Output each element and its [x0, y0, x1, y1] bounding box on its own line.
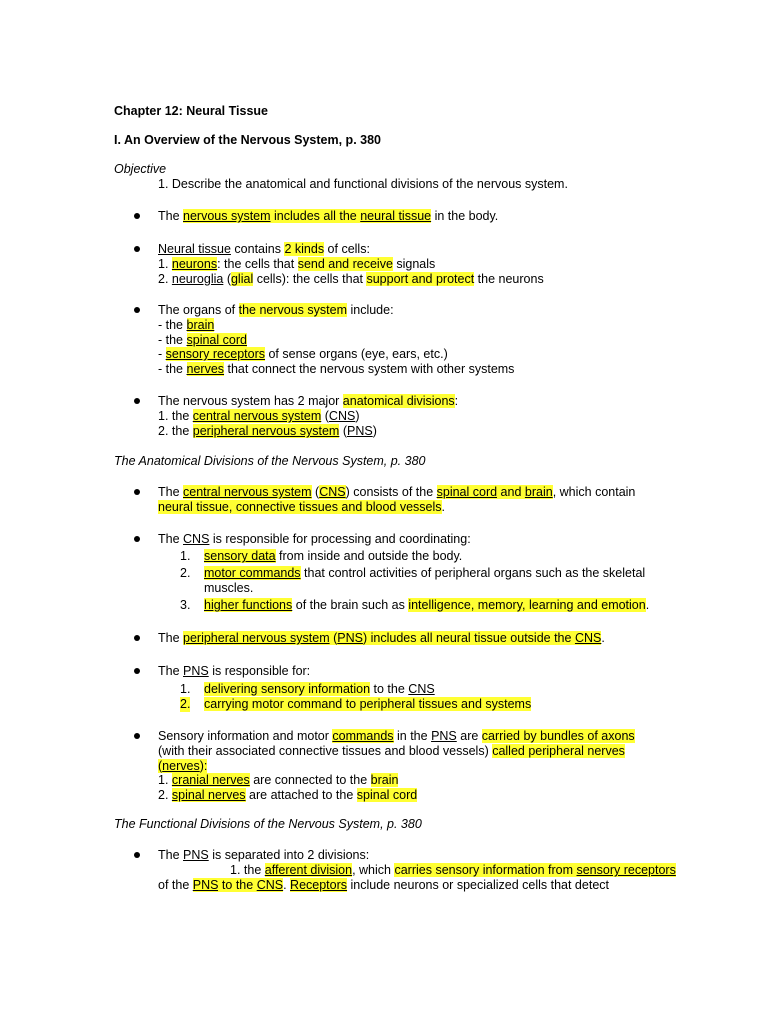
bullet-icon [134, 635, 140, 641]
list-number: 2. [180, 697, 191, 711]
highlight: nerves [162, 759, 200, 773]
bullet-text [158, 664, 310, 679]
bullet-icon [134, 852, 140, 858]
bullet-text [158, 759, 207, 774]
highlight: and [497, 485, 525, 499]
text-run: . [283, 878, 291, 892]
underlined-term: PNS [347, 424, 373, 438]
highlight: afferent division [264, 863, 353, 877]
highlight: spinal cord [356, 788, 418, 802]
highlight: CNS [574, 631, 602, 645]
bullet-text [158, 424, 377, 439]
text-run: The nervous system has 2 major [158, 394, 343, 408]
highlight: nervous system [183, 209, 271, 223]
list-item [204, 682, 435, 697]
underlined-term: neuroglia [171, 272, 224, 286]
text-run: The [158, 485, 184, 499]
bullet-text [158, 333, 247, 348]
highlight: delivering sensory information [204, 682, 371, 696]
text-run: are connected to the [249, 773, 371, 787]
text-run: in the body. [431, 209, 499, 223]
text-run: to the [370, 682, 409, 696]
objective-text: 1. Describe the anatomical and functional divisions of the nervous system. [158, 177, 568, 191]
bullet-text [158, 485, 635, 500]
text-run: is responsible for: [208, 664, 311, 678]
highlight: PNS [192, 878, 219, 892]
highlight: called peripheral nerves [492, 744, 625, 758]
highlight: includes all the [274, 209, 357, 223]
bullet-text [158, 729, 635, 744]
text-run: 2. [158, 788, 172, 802]
text-run: - the [158, 333, 187, 347]
bullet-text [158, 409, 360, 424]
text-run: - the [158, 318, 187, 332]
text-run: (with their associated connective tissues and blood vessels) [158, 744, 493, 758]
text-run: the neurons [474, 272, 544, 286]
text-run: 1. the [230, 863, 265, 877]
text-run: 2. the [158, 424, 193, 438]
text-run: Sensory information and motor [158, 729, 333, 743]
text-run: consists of the [349, 485, 437, 499]
text-run: The organs of [158, 303, 239, 317]
text-run: The [158, 848, 184, 862]
text-run: include: [347, 303, 394, 317]
subheading: The Functional Divisions of the Nervous System, p. 380 [114, 817, 422, 831]
highlight: central nervous system [183, 485, 312, 499]
underlined-term: CNS [183, 532, 210, 546]
highlight: carrying motor command to peripheral tissues and systems [204, 697, 532, 711]
highlight: peripheral nervous system [183, 631, 330, 645]
underlined-term: CNS [328, 409, 356, 423]
text-run: 1. the [158, 409, 193, 423]
chapter-title: Chapter 12: Neural Tissue [114, 104, 268, 118]
list-number: 3. [180, 598, 191, 612]
list-number: 1. [180, 682, 191, 696]
list-item [204, 566, 645, 581]
highlight: ): [199, 759, 208, 773]
list-item [204, 697, 531, 712]
text-run: are [456, 729, 482, 743]
underlined-term: PNS [183, 848, 209, 862]
bullet-icon [134, 307, 140, 313]
highlight: peripheral nervous system [192, 424, 340, 438]
highlight: PNS [337, 631, 363, 645]
highlight: CNS [256, 878, 284, 892]
text-run: . [645, 598, 650, 612]
objective-label: Objective [114, 162, 167, 176]
text-run: , which [352, 863, 395, 877]
underlined-term: Neural tissue [158, 242, 231, 256]
list-item: muscles. [204, 581, 254, 595]
section-heading: I. An Overview of the Nervous System, p. 380 [114, 133, 381, 147]
bullet-icon [134, 398, 140, 404]
highlight: nerves [186, 362, 225, 376]
highlight: the nervous system [238, 303, 347, 317]
bullet-text [230, 863, 676, 878]
text-run: include neurons or specialized cells that detect [347, 878, 609, 892]
bullet-icon [134, 489, 140, 495]
text-run: : [454, 394, 459, 408]
underlined-term: PNS [183, 664, 209, 678]
list-number: 1. [180, 549, 191, 563]
text-run: The [158, 532, 184, 546]
highlight: spinal nerves [171, 788, 246, 802]
text-run: contains [230, 242, 285, 256]
bullet-text [158, 532, 471, 547]
highlight: ) [362, 631, 368, 645]
bullet-text [158, 788, 417, 803]
highlight: neural tissue [360, 209, 432, 223]
highlight: 2 kinds [284, 242, 325, 256]
highlight: spinal cord [436, 485, 498, 499]
text-run: is separated into 2 divisions: [208, 848, 370, 862]
text-run: - the [158, 362, 187, 376]
highlight: higher functions [204, 598, 293, 612]
text-run: 1. [158, 257, 172, 271]
bullet-text [158, 848, 369, 863]
bullet-text [158, 744, 625, 759]
highlight: ( [158, 759, 163, 773]
text-run: The [158, 631, 184, 645]
text-run: ( [321, 409, 329, 423]
text-run: 2. [158, 272, 172, 286]
highlight: intelligence, memory, learning and emotion [408, 598, 646, 612]
bullet-text [158, 631, 605, 646]
text-run: of cells: [324, 242, 370, 256]
text-run: of the [158, 878, 193, 892]
bullet-text [158, 347, 448, 362]
highlight: anatomical divisions [342, 394, 455, 408]
highlight: carries sensory information from [394, 863, 573, 877]
text-run: are attached to the [245, 788, 357, 802]
bullet-text [158, 878, 609, 893]
list-item [204, 598, 649, 613]
bullet-text [158, 773, 398, 788]
bullet-icon [134, 668, 140, 674]
text-run: cells): the cells that [253, 272, 367, 286]
text-run: . [601, 631, 605, 645]
text-run: The [158, 664, 184, 678]
bullet-text [158, 257, 435, 272]
text-run: : the cells that [217, 257, 298, 271]
highlight: sensory data [204, 549, 276, 563]
bullet-icon [134, 536, 140, 542]
bullet-text [158, 500, 445, 515]
text-run: ( [339, 424, 347, 438]
highlight: spinal cord [186, 333, 247, 347]
bullet-icon [134, 246, 140, 252]
bullet-text [158, 362, 514, 377]
underlined-term: PNS [431, 729, 457, 743]
highlight: carried by bundles of axons [481, 729, 635, 743]
text-run: signals [392, 257, 436, 271]
text-run: . [441, 500, 445, 514]
highlight: brain [186, 318, 215, 332]
bullet-text [158, 242, 370, 257]
text-run: of sense organs (eye, ears, etc.) [265, 347, 448, 361]
text-run: ) [372, 424, 377, 438]
text-run: ( [223, 272, 231, 286]
text-run: in the [393, 729, 432, 743]
highlight: central nervous system [192, 409, 322, 423]
text-run: , which contain [552, 485, 636, 499]
text-run: ) [345, 485, 350, 499]
bullet-icon [134, 213, 140, 219]
highlight: glial [230, 272, 254, 286]
highlight: support and protect [366, 272, 475, 286]
bullet-text [158, 209, 498, 224]
bullet-text [158, 318, 214, 333]
text-run: 1. [158, 773, 172, 787]
subheading: The Anatomical Divisions of the Nervous System, p. 380 [114, 454, 426, 468]
highlight: brain [370, 773, 399, 787]
underlined-term: CNS [408, 682, 435, 696]
text-run: is responsible for processing and coordinating: [209, 532, 471, 546]
highlight: commands [332, 729, 394, 743]
highlight: motor commands [204, 566, 301, 580]
highlight: sensory receptors [576, 863, 676, 877]
text-run: of the brain such as [292, 598, 409, 612]
bullet-text [158, 272, 544, 287]
highlight: brain [524, 485, 553, 499]
highlight: ( [329, 631, 338, 645]
text-run: that control activities of peripheral organs such as the skeletal [300, 566, 646, 580]
highlight: neurons [171, 257, 218, 271]
text-run: that connect the nervous system with other systems [224, 362, 515, 376]
highlight: includes all neural tissue outside the [370, 631, 572, 645]
highlight: send and receive [297, 257, 393, 271]
text-run: The [158, 209, 184, 223]
bullet-text [158, 394, 458, 409]
highlight: Receptors [290, 878, 348, 892]
highlight: CNS [319, 485, 346, 499]
highlight: cranial nerves [171, 773, 250, 787]
highlight: neural tissue, connective tissues and blood vessels [158, 500, 442, 514]
highlight: to the [218, 878, 257, 892]
text-run: - [158, 347, 166, 361]
list-number: 2. [180, 566, 191, 580]
bullet-icon [134, 733, 140, 739]
text-run: ( [311, 485, 320, 499]
text-run: from inside and outside the body. [275, 549, 463, 563]
list-item [204, 549, 462, 564]
highlight: sensory receptors [165, 347, 265, 361]
bullet-text [158, 303, 394, 318]
text-run: ) [355, 409, 360, 423]
